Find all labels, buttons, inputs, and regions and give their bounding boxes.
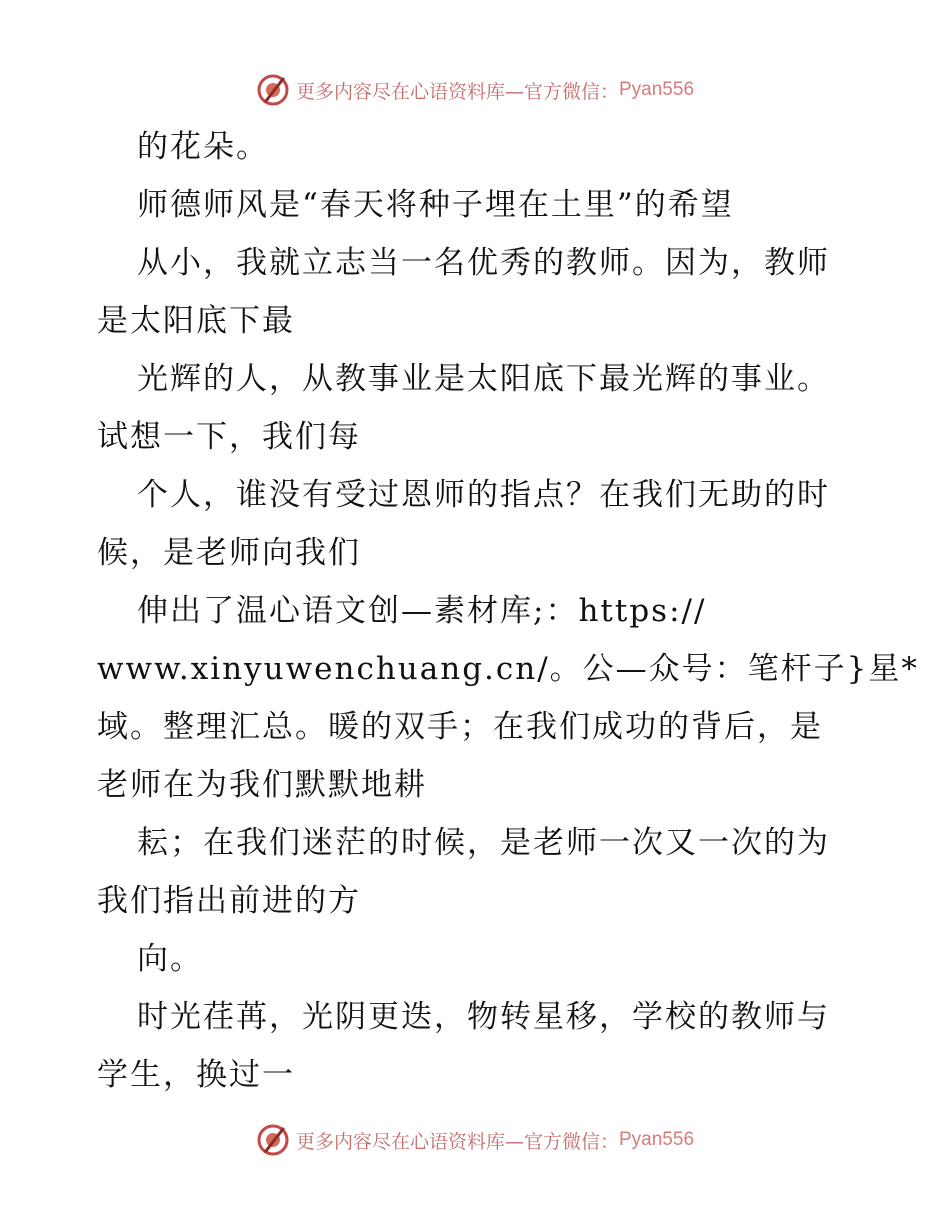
text-line: 伸出了温心语文创—素材库;：https:// xyxy=(137,593,707,629)
text-line: 我们指出前进的方 xyxy=(97,883,361,919)
text-line: 是太阳底下最 xyxy=(97,303,295,339)
header-text: 更多内容尽在心语资料库—官方微信： xyxy=(295,80,619,103)
pen-seal-icon xyxy=(256,73,290,107)
document-body xyxy=(97,118,919,1104)
text-line: 师德师风是“春天将种子埋在土里”的希望 xyxy=(137,187,734,223)
text-line: 光辉的人，从教事业是太阳底下最光辉的事业。 xyxy=(137,361,830,397)
text-line: 老师在为我们默默地耕 xyxy=(97,767,427,803)
text-line: 域。整理汇总。暖的双手；在我们成功的背后，是 xyxy=(97,709,823,745)
pen-seal-icon xyxy=(256,1123,290,1157)
text-line: 试想一下，我们每 xyxy=(97,419,361,455)
header-handle: Pyan556 xyxy=(619,79,695,100)
footer-banner xyxy=(0,1120,950,1160)
footer-text: 更多内容尽在心语资料库—官方微信： xyxy=(295,1130,619,1153)
text-line: 学生，换过一 xyxy=(97,1057,295,1093)
footer-handle: Pyan556 xyxy=(619,1129,695,1150)
text-line: 向。 xyxy=(137,941,203,977)
text-line: www.xinyuwenchuang.cn/。公—众号：笔杆子}星* xyxy=(97,651,919,687)
text-line: 个人，谁没有受过恩师的指点？在我们无助的时 xyxy=(137,477,830,513)
text-line: 耘；在我们迷茫的时候，是老师一次又一次的为 xyxy=(137,825,830,861)
text-line: 的花朵。 xyxy=(137,129,269,165)
text-line: 从小，我就立志当一名优秀的教师。因为，教师 xyxy=(137,245,830,281)
text-line: 候，是老师向我们 xyxy=(97,535,361,571)
text-line: 时光荏苒，光阴更迭，物转星移，学校的教师与 xyxy=(137,999,830,1035)
header-banner xyxy=(0,70,950,110)
